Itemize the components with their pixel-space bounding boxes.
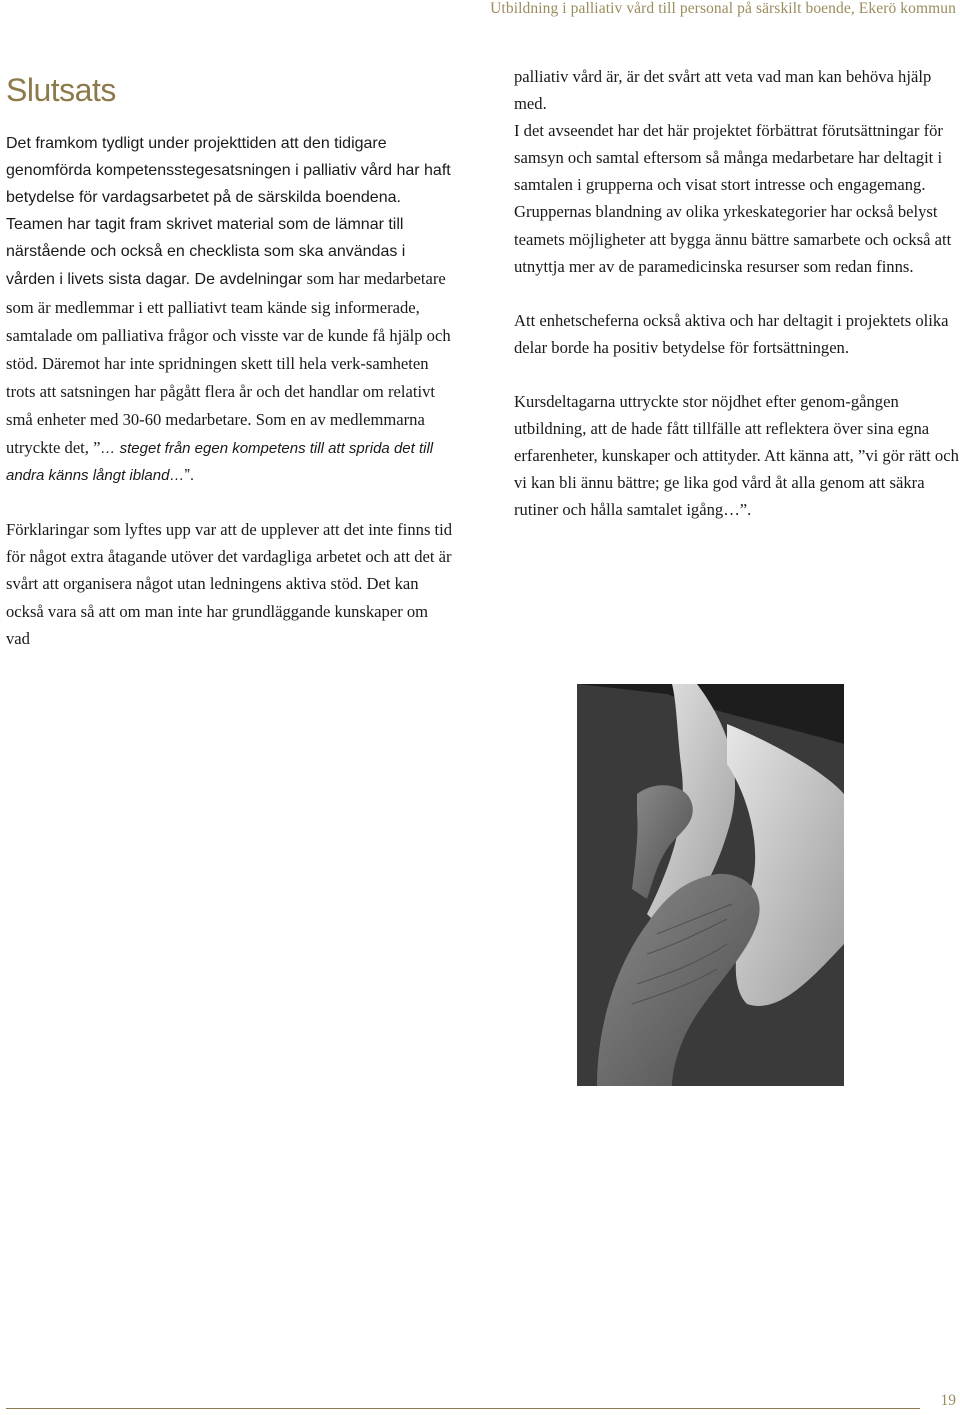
paragraph-project-improved: I det avseendet har det här projektet förbättrat förutsättningar för samsyn och samtal eftersom så många medarbetare har deltagit i samtalen i grupperna och visat stort intresse och engagemang. Gruppernas blandning av olika yrkeskategorier har också belyst teamets möjligheter att bygga ännu bättre samarbete och också att utnyttja mer av de paramedicinska resurser som redan finns.	[514, 121, 952, 276]
left-column	[6, 130, 456, 652]
quote-text: … steget från egen kompetens till att sprida det till andra känns långt ibland…	[6, 440, 434, 485]
paragraph-participants: Kursdeltagarna uttryckte stor nöjdhet efter genom-gången utbildning, att de hade fått tillfälle att reflektera över sina egna erfarenheter, kunskaper och attityder. Att känna att, ”vi gör rätt och vi kan bli ännu bättre; ge lika god vård åt alla genom att säkra rutiner och hålla samtalet igång…”.	[514, 391, 959, 520]
page-number: 19	[940, 1392, 956, 1409]
paragraph-continuation: palliativ vård är, är det svårt att veta vad man kan behöva hjälp med.	[514, 67, 932, 114]
running-header: Utbildning i palliativ vård till personal på särskilt boende, Ekerö kommun	[490, 0, 956, 17]
paragraph-intro	[6, 130, 456, 489]
section-title: Slutsats	[6, 72, 116, 108]
hands-photo	[577, 684, 844, 1086]
footer-rule	[6, 1408, 920, 1409]
paragraph-explanations: Förklaringar som lyftes upp var att de upplever att det inte finns tid för något extra åtagande utöver det vardagliga arbetet och att det är svårt att organisera något utan ledningens aktiva stöd. Det kan också vara så att om man inte har grundläggande kunskaper om vad	[6, 520, 453, 648]
paragraph-intro-serif-text: som har medarbetare som är medlemmar i ett palliativt team kände sig informerade, samtalade om palliativa frågor och visste var de kunde få hjälp och stöd. Däremot har inte spridningen skett till hela verk-samheten trots att satsningen har pågått flera år och det handlar om relativt små enheter med 30-60 medarbetare. Som en av medlemmarna utryckte det, ”	[6, 269, 451, 458]
hands-photo-illustration	[577, 684, 844, 1086]
right-column	[514, 63, 959, 523]
paragraph-managers: Att enhetscheferna också aktiva och har deltagit i projektets olika delar borde ha positiv betydelse för fortsättningen.	[514, 310, 949, 357]
paragraph-intro-sans-text: Det framkom tydligt under projekttiden att den tidigare genomförda kompetensstegesatsningen i palliativ vård har haft betydelse för vardagsarbetet på de särskilda boendena. Teamen har tagit fram skrivet material som de lämnar till närstående och också en checklista som ska användas i vården i livets sista dagar. De avdelningar	[6, 135, 451, 289]
quote-end: ”.	[184, 467, 195, 485]
